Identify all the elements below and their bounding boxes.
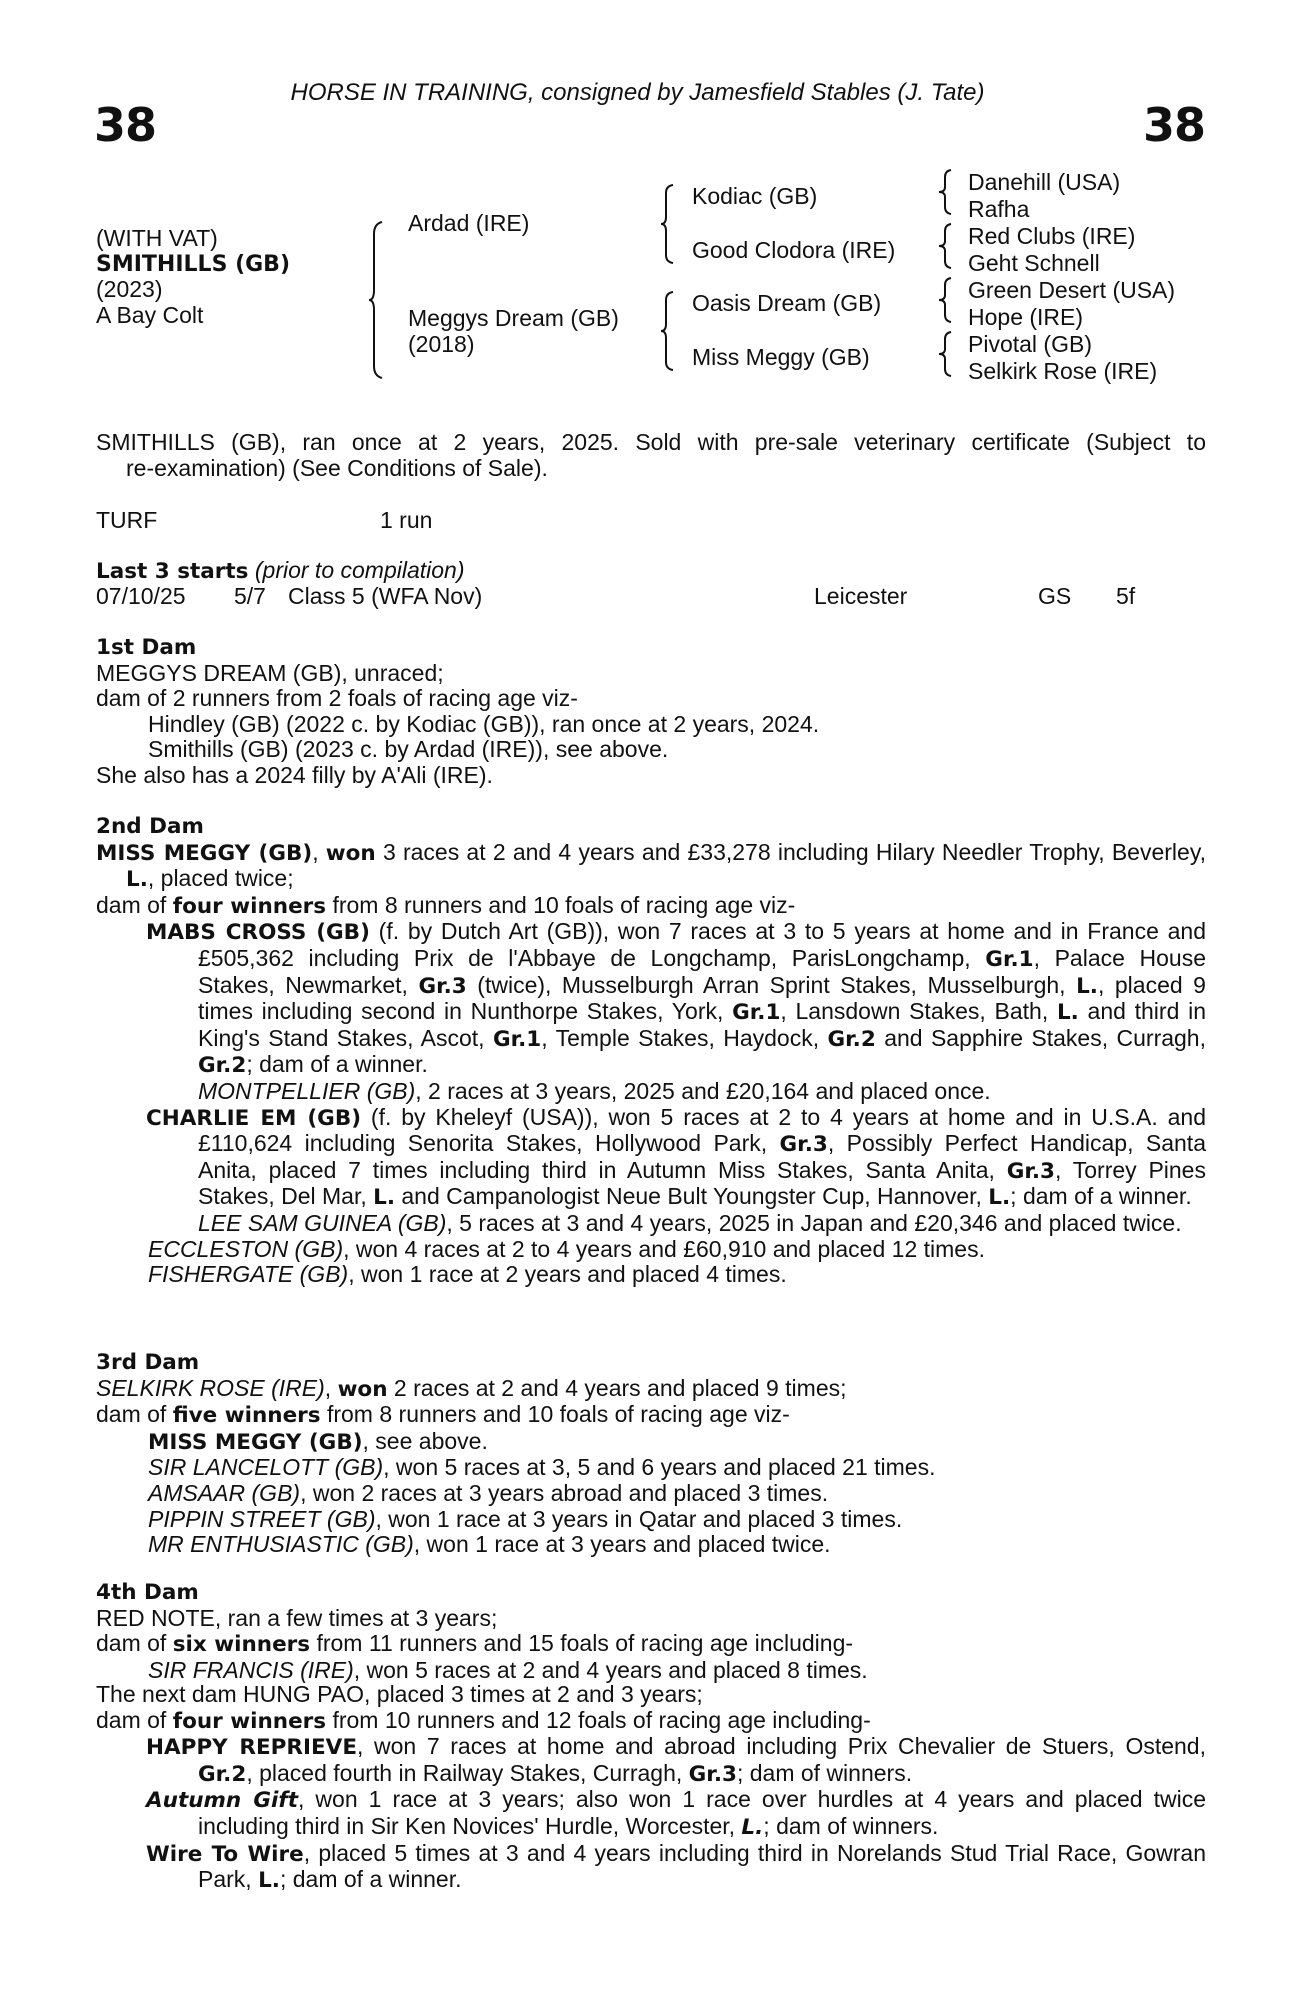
summary-line-1: SMITHILLS (GB), ran once at 2 years, 2025. Sold with pre-sale veterinary certificate (Subject to (96, 429, 1206, 455)
start-distance: 5f (1116, 583, 1136, 609)
winners-count: five winners (172, 1403, 321, 1429)
record-text: , Possibly Perfect Handicap, Santa Anita, placed 7 times including third in Autumn Miss Stakes, Santa Anita, (198, 1130, 1206, 1183)
grade-marker: L. (741, 1814, 764, 1840)
winners-count: six winners (172, 1632, 311, 1658)
record-text: 2 races at 2 and 4 years and placed 9 times; (387, 1374, 847, 1401)
fourth-dam-section (96, 1580, 1206, 1683)
offspring-name: MONTPELLIER (GB) (198, 1077, 416, 1104)
record-text: ; dam of a winner. (246, 1051, 428, 1078)
record-text: ; dam of winners. (763, 1812, 939, 1839)
pedigree-brace-dam (660, 290, 676, 372)
offspring-name: CHARLIE EM (GB) (146, 1105, 362, 1131)
record-text: , won 4 races at 2 to 4 years and £60,910 and placed 12 times. (343, 1235, 985, 1262)
pedigree-brace-main (368, 220, 386, 380)
third-dam-name: SELKIRK ROSE (IRE) (96, 1374, 325, 1401)
offspring-autumn-gift (96, 1787, 1206, 1840)
record-text: , won 2 races at 3 years abroad and placed 3 times. (300, 1479, 829, 1506)
pedigree-dam-year: (2018) (408, 331, 475, 357)
grade-marker: Gr.2 (827, 1026, 876, 1052)
record-text: and Sapphire Stakes, Curragh, (875, 1024, 1206, 1051)
fourth-dam-produce-line (96, 1631, 1206, 1658)
record-text: , won 1 race at 3 years in Qatar and placed 3 times. (375, 1505, 903, 1532)
record-text: , see above. (362, 1427, 488, 1454)
next-dam-section (96, 1682, 1206, 1894)
pedigree-dam: Meggys Dream (GB) (408, 305, 619, 331)
offspring-charlie-em (96, 1105, 1206, 1211)
horse-year: (2023) (96, 276, 163, 303)
dam-of-text: dam of (96, 1706, 173, 1733)
record-text: (f. by Dutch Art (GB)), won 7 races at 3 to 5 years at home and in France and £505,362 including Prix de l'Abbaye de Longchamp, ParisLongchamp, (198, 918, 1207, 971)
pedigree-sire: Ardad (IRE) (408, 210, 530, 236)
grade-marker: Gr.2 (198, 1761, 247, 1787)
pedigree-dam-dam: Miss Meggy (GB) (692, 344, 870, 370)
grade-marker: L. (1056, 1000, 1079, 1026)
start-course: Leicester (814, 583, 908, 609)
offspring-pippin-street (96, 1507, 1206, 1533)
start-date: 07/10/25 (96, 583, 186, 609)
produce-text: from 8 runners and 10 foals of racing age viz- (320, 1401, 790, 1428)
first-dam-section (96, 635, 1206, 789)
record-text: , Lansdown Stakes, Bath, (780, 998, 1057, 1025)
record-text: , placed 9 times including second in Nunthorpe Stakes, York, (198, 971, 1206, 1025)
offspring-mabs-cross (96, 919, 1206, 1079)
horse-identity (96, 226, 290, 328)
offspring-hindley: Hindley (GB) (2022 c. by Kodiac (GB)), ran once at 2 years, 2024. (148, 710, 820, 737)
record-text: , 2 races at 3 years, 2025 and £20,164 and placed once. (415, 1077, 991, 1104)
pedigree-g3-1: Danehill (USA) (968, 169, 1121, 195)
grade-marker: Gr.1 (985, 946, 1034, 972)
offspring-amsaar (96, 1481, 1206, 1507)
offspring-lee-sam-guinea (96, 1211, 1206, 1237)
grade-marker: Gr.2 (198, 1053, 247, 1079)
last-starts-subtitle: (prior to compilation) (254, 557, 465, 583)
turf-label: TURF (96, 507, 158, 533)
offspring-sir-francis (96, 1658, 1206, 1684)
record-text: , placed fourth in Railway Stakes, Curragh, (246, 1759, 689, 1786)
offspring-fishergate (96, 1262, 1206, 1288)
grade-marker: Gr.3 (688, 1761, 737, 1787)
record-text: (twice), Musselburgh Arran Sprint Stakes, Musselburgh, (466, 971, 1077, 998)
offspring-montpellier (96, 1079, 1206, 1105)
pedigree-brace-g3-3 (938, 276, 954, 324)
second-dam-section (96, 814, 1206, 1288)
pedigree-g3-5: Green Desert (USA) (968, 277, 1176, 303)
last-start-row (96, 584, 1216, 610)
offspring-eccleston (96, 1237, 1206, 1263)
second-dam-produce-line (96, 893, 1206, 920)
produce-text: from 8 runners and 10 foals of racing age viz- (326, 891, 796, 918)
offspring-name: LEE SAM GUINEA (GB) (198, 1209, 447, 1236)
start-position: 5/7 (234, 583, 266, 609)
pedigree-g3-8: Selkirk Rose (IRE) (968, 358, 1158, 384)
pedigree-g3-2: Rafha (968, 196, 1030, 222)
produce-text: from 10 runners and 12 foals of racing age including- (326, 1706, 871, 1733)
grade-marker: Gr.3 (779, 1132, 828, 1158)
last-starts-heading (96, 558, 465, 585)
second-dam-record-end: , placed twice; (147, 865, 294, 892)
won-label: won (337, 1376, 388, 1402)
last-starts-title: Last 3 starts (96, 559, 249, 584)
offspring-smithills: Smithills (GB) (2023 c. by Ardad (IRE)), see above. (148, 736, 669, 763)
fourth-dam-heading: 4th Dam (96, 1580, 199, 1605)
pedigree-sire-sire: Kodiac (GB) (692, 183, 818, 209)
second-dam-heading: 2nd Dam (96, 814, 204, 839)
record-text: , won 5 races at 2 and 4 years and placed 8 times. (353, 1656, 868, 1683)
record-text: , Palace House Stakes, Newmarket, (198, 944, 1206, 998)
record-text: , won 7 races at home and abroad including Prix Chevalier de Stuers, Ostend, (357, 1733, 1206, 1760)
pedigree-g3-6: Hope (IRE) (968, 304, 1084, 330)
grade-marker: L. (1076, 973, 1098, 999)
grade-marker: L. (258, 1868, 280, 1894)
dam-of-text: dam of (96, 1630, 173, 1657)
pedigree-g3-7: Pivotal (GB) (968, 331, 1092, 357)
third-dam-heading: 3rd Dam (96, 1350, 200, 1375)
horse-description: A Bay Colt (96, 301, 204, 328)
offspring-name: Wire To Wire (146, 1841, 304, 1867)
record-text: , Temple Stakes, Haydock, (541, 1024, 828, 1051)
grade-marker: Gr.1 (732, 1000, 781, 1026)
fourth-dam-record: RED NOTE, ran a few times at 3 years; (96, 1604, 498, 1631)
offspring-name: Autumn Gift (146, 1788, 299, 1814)
lot-number-right: 38 (1143, 98, 1206, 152)
first-dam-note: She also has a 2024 filly by A'Ali (IRE). (96, 761, 493, 788)
record-text: , won 1 race at 2 years and placed 4 times. (348, 1261, 787, 1288)
offspring-miss-meggy (96, 1429, 1206, 1456)
pedigree-dam-sire: Oasis Dream (GB) (692, 290, 882, 316)
vat-note: (WITH VAT) (96, 225, 218, 251)
grade-marker: Gr.3 (1006, 1158, 1056, 1184)
offspring-name: ECCLESTON (GB) (148, 1235, 344, 1262)
record-text: ; dam of winners. (736, 1759, 913, 1786)
pedigree-g3-3: Red Clubs (IRE) (968, 223, 1136, 249)
record-text: , won 5 races at 3, 5 and 6 years and placed 21 times. (383, 1454, 936, 1481)
first-dam-heading: 1st Dam (96, 635, 197, 660)
pedigree-brace-sire (660, 183, 676, 265)
second-dam-name: MISS MEGGY (GB) (96, 840, 313, 866)
grade-marker: Gr.3 (418, 973, 467, 999)
pedigree-brace-g3-4 (938, 330, 954, 378)
pedigree-brace-g3-2 (938, 222, 954, 270)
third-dam-produce-line (96, 1402, 1206, 1429)
record-text: ; dam of a winner. (1010, 1183, 1192, 1210)
offspring-name: FISHERGATE (GB) (148, 1261, 349, 1288)
offspring-name: MABS CROSS (GB) (146, 920, 370, 946)
offspring-sir-lancelott (96, 1455, 1206, 1481)
turf-runs: 1 run (380, 507, 433, 533)
pedigree-g3-4: Geht Schnell (968, 250, 1100, 276)
record-text: , won 1 race at 3 years; also won 1 race over hurdles at 4 years and placed twice including third in Sir Ken Novices' Hurdle, Worcester, (198, 1786, 1207, 1839)
third-dam-section (96, 1350, 1206, 1558)
offspring-happy-reprieve (96, 1734, 1206, 1787)
lot-number-left: 38 (94, 98, 157, 152)
next-dam-produce-line (96, 1708, 1206, 1735)
record-text: , Torrey Pines Stakes, Del Mar, (198, 1156, 1206, 1210)
grade-marker: L. (373, 1185, 395, 1211)
dam-of-text: dam of (96, 891, 173, 918)
offspring-wire-to-wire (96, 1841, 1206, 1894)
offspring-name: SIR LANCELOTT (GB) (148, 1454, 384, 1481)
winners-count: four winners (172, 1708, 327, 1734)
race-summary (96, 430, 1206, 481)
offspring-name: HAPPY REPRIEVE (146, 1735, 358, 1761)
dam-of-text: dam of (96, 1401, 173, 1428)
start-race: Class 5 (WFA Nov) (288, 583, 483, 609)
grade-marker: L. (988, 1185, 1011, 1211)
listed-marker: L. (126, 867, 148, 893)
first-dam-produce-line: dam of 2 runners from 2 foals of racing age viz- (96, 685, 578, 712)
record-text: , 5 races at 3 and 4 years, 2025 in Japan and £20,346 and placed twice. (446, 1209, 1182, 1236)
record-text: and third in King's Stand Stakes, Ascot, (198, 998, 1206, 1051)
third-dam-record: SELKIRK ROSE (IRE), won 2 races at 2 and 4 years and placed 9 times; (96, 1374, 847, 1402)
won-label: won (325, 840, 376, 866)
offspring-mr-enthusiastic (96, 1532, 1206, 1558)
offspring-name: SIR FRANCIS (IRE) (148, 1656, 354, 1683)
next-dam-record: The next dam HUNG PAO, placed 3 times at 2 and 3 years; (96, 1681, 703, 1707)
record-text: , won 1 race at 3 years and placed twice. (413, 1531, 831, 1558)
offspring-name: AMSAAR (GB) (148, 1479, 301, 1506)
catalogue-header: HORSE IN TRAINING, consigned by Jamesfield Stables (J. Tate) (290, 79, 985, 106)
record-text: and Campanologist Neue Bult Youngster Cup, Hannover, (395, 1183, 989, 1210)
offspring-name: PIPPIN STREET (GB) (148, 1505, 376, 1532)
record-text: (f. by Kheleyf (USA)), won 5 races at 2 to 4 years at home and in U.S.A. and £110,624 including Senorita Stakes, Hollywood Park, (198, 1103, 1206, 1157)
record-text: , placed 5 times at 3 and 4 years including third in Norelands Stud Trial Race, Gowran Park, (198, 1839, 1206, 1893)
second-dam-record-text: 3 races at 2 and 4 years and £33,278 including Hilary Needler Trophy, Beverley, (375, 838, 1206, 865)
record-text: ; dam of a winner. (279, 1866, 462, 1893)
pedigree-brace-g3-1 (938, 168, 954, 216)
first-dam-name-line: MEGGYS DREAM (GB), unraced; (96, 659, 444, 686)
horse-name: SMITHILLS (GB) (96, 251, 291, 277)
offspring-name: MISS MEGGY (GB) (148, 1429, 363, 1455)
grade-marker: Gr.1 (492, 1026, 542, 1052)
winners-count: four winners (172, 893, 327, 919)
summary-line-2: re-examination) (See Conditions of Sale). (126, 454, 548, 481)
second-dam-record: MISS MEGGY (GB), won 3 races at 2 and 4 years and £33,278 including Hilary Needler Trophy, Beverley, L., placed twice; (96, 838, 1206, 893)
pedigree-sire-dam: Good Clodora (IRE) (692, 237, 896, 263)
produce-text: from 11 runners and 15 foals of racing age including- (310, 1630, 854, 1657)
offspring-name: MR ENTHUSIASTIC (GB) (148, 1531, 414, 1558)
start-going: GS (1038, 583, 1072, 609)
